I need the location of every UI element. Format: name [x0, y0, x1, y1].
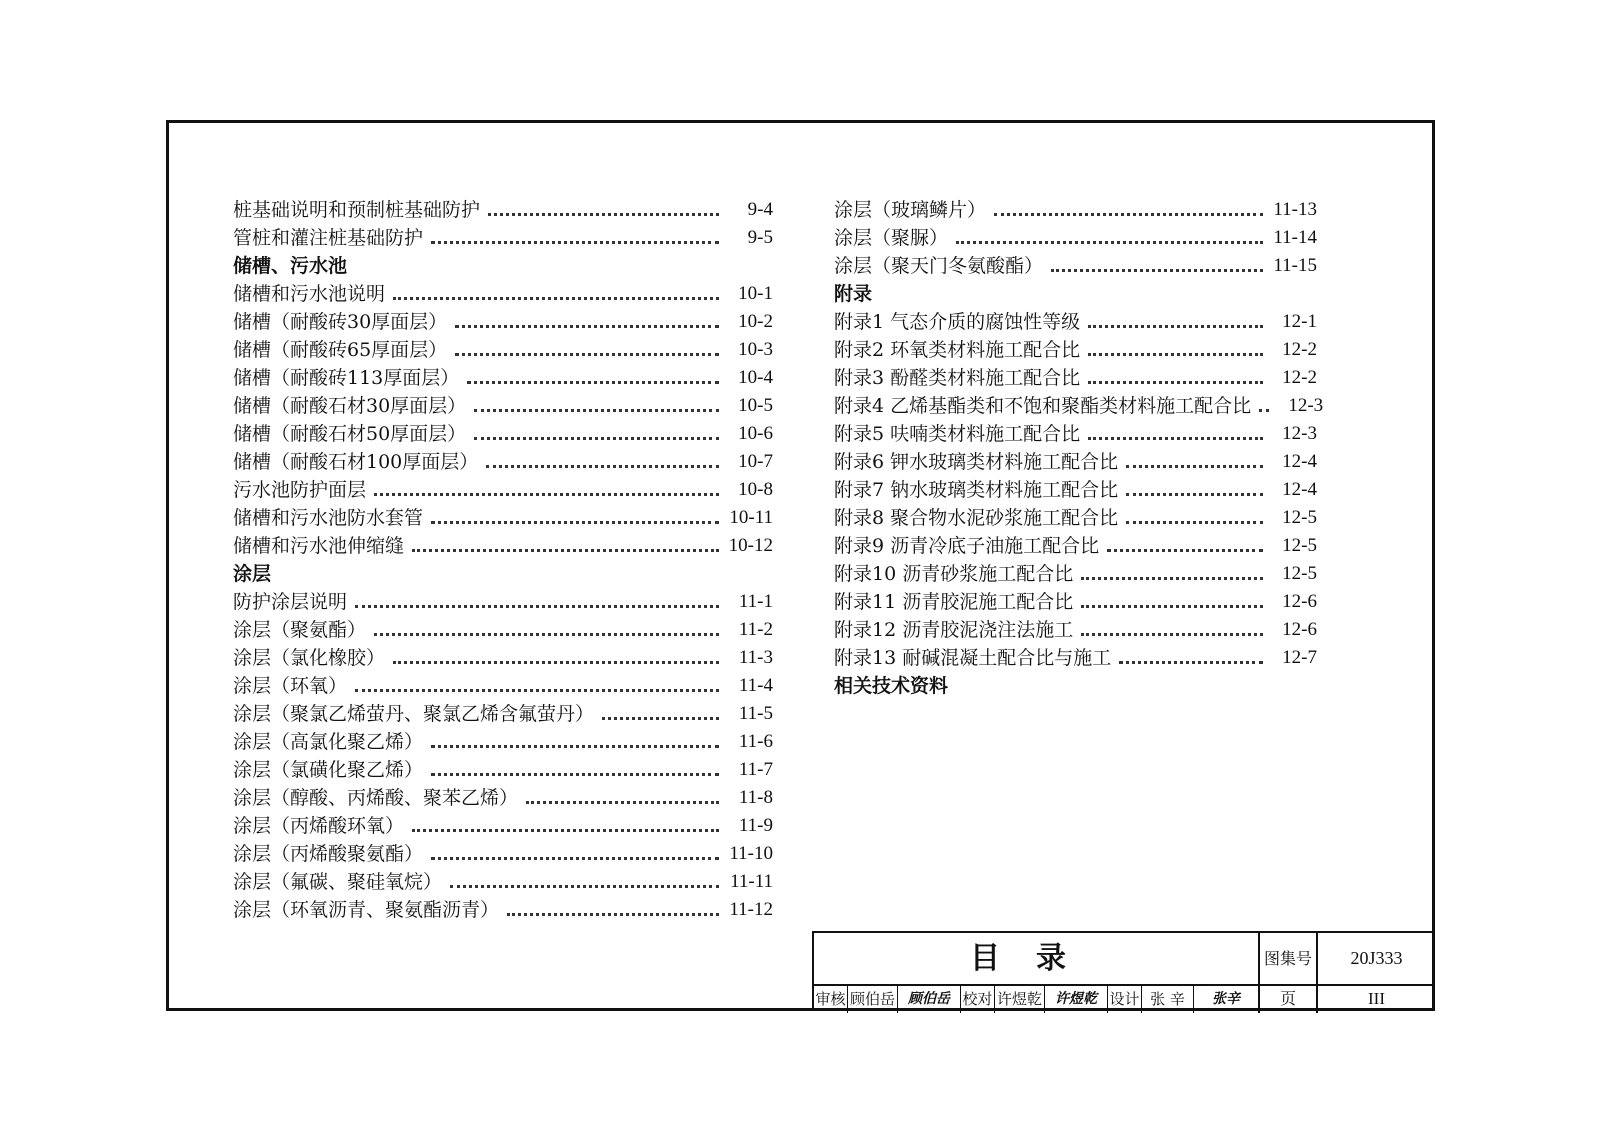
toc-entry-title: 储槽（耐酸砖113厚面层）: [233, 367, 460, 389]
toc-entry-page: 12-2: [1282, 367, 1317, 388]
toc-entry-title: 附录13 耐碱混凝土配合比与施工: [834, 647, 1112, 669]
toc-entry-page: 12-3: [1288, 395, 1324, 416]
toc-entry: [233, 812, 773, 840]
toc-entry: [834, 588, 1317, 616]
dot-leader: [1088, 325, 1263, 328]
toc-entry-title: 管桩和灌注桩基础防护: [233, 227, 424, 249]
dot-leader: [355, 605, 719, 608]
toc-entry: [834, 364, 1317, 392]
toc-entry: [233, 196, 773, 224]
toc-left-column: [233, 196, 773, 924]
dot-leader: [488, 213, 719, 216]
toc-entry-title: 储槽和污水池防水套管: [233, 507, 424, 529]
dot-leader: [1259, 409, 1269, 412]
toc-entry-page: 9-4: [747, 199, 773, 220]
review-label: 审核: [814, 986, 848, 1013]
toc-entry: [834, 448, 1317, 476]
dot-leader: [1126, 493, 1263, 496]
toc-entry-title: 涂层（环氧）: [233, 675, 348, 697]
signature-row: [814, 986, 1260, 1013]
toc-entry: [233, 896, 773, 924]
toc-entry: [233, 364, 773, 392]
toc-entry: [233, 588, 773, 616]
toc-entry-title: 附录7 钠水玻璃类材料施工配合比: [834, 479, 1119, 501]
title-block-title: 目录: [814, 933, 1260, 986]
toc-entry-page: 11-15: [1273, 255, 1317, 276]
toc-entry-title: 涂层（高氯化聚乙烯）: [233, 731, 424, 753]
dot-leader: [431, 241, 719, 244]
toc-entry-title: 附录6 钾水玻璃类材料施工配合比: [834, 451, 1119, 473]
check-signature: 许煜乾: [1045, 986, 1108, 1013]
toc-entry-title: 涂层（聚氨酯）: [233, 619, 367, 641]
toc-entry-page: 10-7: [738, 451, 773, 472]
dot-leader: [994, 213, 1263, 216]
dot-leader: [393, 661, 719, 664]
toc-entry: [233, 868, 773, 896]
dot-leader: [1107, 549, 1263, 552]
dot-leader: [526, 801, 719, 804]
toc-entry-title: 附录: [834, 283, 873, 305]
toc-entry-page: 12-5: [1282, 507, 1317, 528]
review-signature: 顾伯岳: [898, 986, 961, 1013]
toc-entry-page: 9-5: [747, 227, 773, 248]
toc-section-heading: [233, 252, 773, 280]
toc-entry-page: 12-6: [1282, 591, 1317, 612]
toc-entry: [233, 728, 773, 756]
toc-entry: [233, 448, 773, 476]
atlas-number: 20J333: [1318, 933, 1435, 986]
toc-entry-title: 防护涂层说明: [233, 591, 348, 613]
dot-leader: [1088, 353, 1263, 356]
toc-entry-page: 10-8: [738, 479, 773, 500]
toc-entry-title: 涂层（玻璃鳞片）: [834, 199, 987, 221]
toc-entry: [233, 784, 773, 812]
toc-entry-title: 涂层（环氧沥青、聚氨酯沥青）: [233, 899, 500, 921]
toc-entry-page: 12-3: [1282, 423, 1317, 444]
dot-leader: [412, 549, 719, 552]
toc-entry-title: 附录11 沥青胶泥施工配合比: [834, 591, 1074, 613]
dot-leader: [355, 689, 719, 692]
review-name: 顾伯岳: [848, 986, 898, 1013]
design-label: 设计: [1108, 986, 1142, 1013]
toc-entry-title: 污水池防护面层: [233, 479, 367, 501]
toc-entry-title: 涂层（氯磺化聚乙烯）: [233, 759, 424, 781]
toc-entry-page: 11-3: [738, 647, 773, 668]
toc-entry: [834, 476, 1317, 504]
dot-leader: [374, 493, 719, 496]
dot-leader: [956, 241, 1263, 244]
toc-entry-page: 11-14: [1273, 227, 1317, 248]
toc-entry: [834, 252, 1317, 280]
toc-entry-page: 12-4: [1282, 479, 1317, 500]
toc-entry-page: 12-7: [1282, 647, 1317, 668]
toc-entry-page: 11-13: [1273, 199, 1317, 220]
toc-section-heading: [233, 560, 773, 588]
toc-entry-page: 12-1: [1282, 311, 1317, 332]
toc-entry-page: 11-6: [738, 731, 773, 752]
toc-entry-page: 10-6: [738, 423, 773, 444]
toc-entry: [834, 392, 1324, 420]
toc-entry-page: 11-7: [738, 759, 773, 780]
toc-entry-title: 桩基础说明和预制桩基础防护: [233, 199, 481, 221]
dot-leader: [431, 773, 719, 776]
dot-leader: [1088, 437, 1263, 440]
dot-leader: [1081, 577, 1263, 580]
toc-entry-title: 涂层（醇酸、丙烯酸、聚苯乙烯）: [233, 787, 519, 809]
toc-entry: [233, 840, 773, 868]
toc-entry: [233, 308, 773, 336]
dot-leader: [1126, 521, 1263, 524]
toc-entry: [233, 392, 773, 420]
toc-entry-title: 附录4 乙烯基酯类和不饱和聚酯类材料施工配合比: [834, 395, 1252, 417]
dot-leader: [486, 465, 719, 468]
toc-entry-page: 10-5: [738, 395, 773, 416]
toc-entry-title: 涂层: [233, 563, 272, 585]
toc-entry-title: 附录1 气态介质的腐蚀性等级: [834, 311, 1081, 333]
atlas-number-label: 图集号: [1260, 933, 1318, 986]
toc-entry: [233, 644, 773, 672]
toc-entry-page: 10-1: [738, 283, 773, 304]
toc-entry: [233, 336, 773, 364]
toc-entry: [233, 224, 773, 252]
toc-entry-title: 涂层（聚脲）: [834, 227, 949, 249]
toc-entry: [233, 700, 773, 728]
toc-entry-title: 相关技术资料: [834, 675, 949, 697]
toc-entry: [834, 504, 1317, 532]
dot-leader: [450, 885, 719, 888]
toc-entry: [834, 224, 1317, 252]
toc-entry-title: 附录3 酚醛类材料施工配合比: [834, 367, 1081, 389]
toc-section-heading: [834, 280, 1317, 308]
dot-leader: [412, 829, 719, 832]
toc-entry-page: 11-12: [729, 899, 773, 920]
toc-entry-page: 11-4: [738, 675, 773, 696]
toc-entry: [233, 616, 773, 644]
toc-entry-title: 附录5 呋喃类材料施工配合比: [834, 423, 1081, 445]
toc-entry: [233, 280, 773, 308]
toc-entry-page: 12-2: [1282, 339, 1317, 360]
toc-entry-page: 10-2: [738, 311, 773, 332]
toc-entry-page: 10-3: [738, 339, 773, 360]
toc-entry-title: 涂层（聚天门冬氨酸酯）: [834, 255, 1044, 277]
toc-entry: [834, 560, 1317, 588]
toc-entry: [834, 532, 1317, 560]
toc-entry-page: 11-5: [738, 703, 773, 724]
toc-entry-page: 11-9: [738, 815, 773, 836]
dot-leader: [1081, 633, 1263, 636]
page-number: III: [1368, 989, 1385, 1008]
check-label: 校对: [961, 986, 995, 1013]
toc-entry-title: 附录8 聚合物水泥砂浆施工配合比: [834, 507, 1119, 529]
toc-entry-title: 涂层（聚氯乙烯萤丹、聚氯乙烯含氟萤丹）: [233, 703, 595, 725]
dot-leader: [474, 409, 719, 412]
dot-leader: [1051, 269, 1263, 272]
dot-leader: [393, 297, 719, 300]
dot-leader: [455, 353, 719, 356]
dot-leader: [467, 381, 719, 384]
toc-entry-title: 涂层（丙烯酸环氧）: [233, 815, 405, 837]
toc-entry-title: 储槽（耐酸砖30厚面层）: [233, 311, 448, 333]
toc-section-heading: [834, 672, 1317, 700]
page-label: 页: [1260, 986, 1318, 1013]
toc-right-column: [834, 196, 1324, 700]
toc-entry-page: 12-6: [1282, 619, 1317, 640]
toc-entry-title: 储槽（耐酸石材50厚面层）: [233, 423, 467, 445]
toc-entry-title: 附录10 沥青砂浆施工配合比: [834, 563, 1074, 585]
toc-entry: [233, 672, 773, 700]
toc-entry-title: 涂层（氯化橡胶）: [233, 647, 386, 669]
toc-entry-title: 涂层（氟碳、聚硅氧烷）: [233, 871, 443, 893]
dot-leader: [1081, 605, 1263, 608]
title-block: [812, 931, 1435, 1011]
toc-entry: [233, 756, 773, 784]
toc-entry-title: 附录9 沥青冷底子油施工配合比: [834, 535, 1100, 557]
toc-entry: [834, 644, 1317, 672]
dot-leader: [474, 437, 719, 440]
toc-entry-title: 储槽和污水池伸缩缝: [233, 535, 405, 557]
toc-entry-page: 11-2: [738, 619, 773, 640]
toc-entry-page: 10-12: [728, 535, 773, 556]
toc-entry: [233, 504, 773, 532]
toc-entry-title: 储槽和污水池说明: [233, 283, 386, 305]
toc-entry: [233, 420, 773, 448]
toc-entry: [834, 196, 1317, 224]
design-name: 张 辛: [1142, 986, 1194, 1013]
toc-entry: [233, 476, 773, 504]
dot-leader: [507, 913, 719, 916]
dot-leader: [602, 717, 719, 720]
toc-entry-page: 11-1: [738, 591, 773, 612]
design-signature: 张辛: [1212, 991, 1240, 1007]
toc-entry: [233, 532, 773, 560]
toc-entry: [834, 420, 1317, 448]
toc-entry: [834, 308, 1317, 336]
toc-entry-page: 12-4: [1282, 451, 1317, 472]
toc-entry-page: 10-4: [738, 367, 773, 388]
toc-entry-title: 储槽（耐酸石材30厚面层）: [233, 395, 467, 417]
dot-leader: [431, 745, 719, 748]
dot-leader: [1088, 381, 1263, 384]
toc-entry-title: 附录2 环氧类材料施工配合比: [834, 339, 1081, 361]
toc-entry-title: 储槽（耐酸砖65厚面层）: [233, 339, 448, 361]
toc-entry-title: 储槽（耐酸石材100厚面层）: [233, 451, 479, 473]
dot-leader: [1119, 661, 1263, 664]
toc-entry: [834, 336, 1317, 364]
toc-entry-title: 附录12 沥青胶泥浇注法施工: [834, 619, 1074, 641]
toc-entry-page: 10-11: [729, 507, 773, 528]
toc-entry-title: 储槽、污水池: [233, 255, 348, 277]
toc-entry-page: 11-10: [729, 843, 773, 864]
toc-entry-title: 涂层（丙烯酸聚氨酯）: [233, 843, 424, 865]
dot-leader: [1126, 465, 1263, 468]
dot-leader: [431, 521, 719, 524]
toc-entry-page: 12-5: [1282, 535, 1317, 556]
toc-entry-page: 11-8: [738, 787, 773, 808]
toc-entry: [834, 616, 1317, 644]
dot-leader: [374, 633, 719, 636]
dot-leader: [431, 857, 719, 860]
toc-entry-page: 12-5: [1282, 563, 1317, 584]
dot-leader: [455, 325, 719, 328]
check-name: 许煜乾: [995, 986, 1045, 1013]
toc-entry-page: 11-11: [730, 871, 773, 892]
